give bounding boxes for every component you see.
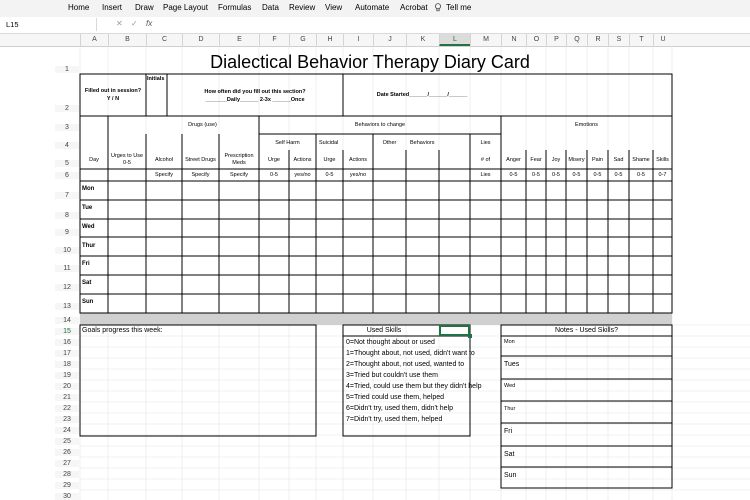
diary-card-title: Dialectical Behavior Therapy Diary Card [210,52,530,72]
row-header[interactable]: 21 [55,394,79,401]
row-header[interactable]: 8 [55,212,79,219]
row-header[interactable]: 30 [55,493,79,500]
shame-scale: 0-5 [637,172,645,178]
street-drugs-specify: Specify [191,172,210,178]
menu-view[interactable]: View [325,3,343,12]
fill-handle[interactable] [468,334,472,338]
row-header-selected[interactable]: 15 [55,328,79,335]
day-column-header: Day [89,157,99,163]
row-header[interactable]: 6 [55,172,79,179]
tell-me-search[interactable]: Tell me [446,3,472,12]
column-header[interactable]: N [501,34,526,46]
skills-header: Skills [656,157,669,163]
row-header[interactable]: 16 [55,339,79,346]
notes-day-thur: Thur [504,406,516,412]
misery-header: Misery [568,157,585,163]
row-header[interactable]: 13 [55,303,79,310]
behaviors-header: Behaviors [410,140,435,146]
column-header[interactable]: D [182,34,219,46]
pain-header: Pain [591,157,603,163]
column-header[interactable]: G [289,34,316,46]
row-header[interactable]: 22 [55,405,79,412]
fx-icon[interactable]: fx [146,19,153,28]
row-header[interactable]: 20 [55,383,79,390]
day-label-fri: Fri [82,261,90,267]
menu-page-layout[interactable]: Page Layout [163,3,208,12]
suicidal-actions-header: Actions [348,157,368,163]
joy-header: Joy [551,157,561,163]
self-harm-actions-scale: yes/no [294,172,311,178]
notes-used-skills-title: Notes - Used Skills? [554,327,619,334]
menu-review[interactable]: Review [289,3,316,12]
used-skills-item: 4=Tried, could use them but they didn't help [346,383,482,390]
row-header[interactable]: 10 [55,247,79,254]
suicidal-header: Suicidal [319,140,339,146]
emotions-header: Emotions [575,122,598,128]
notes-day-tues: Tues [504,361,520,368]
joy-scale: 0-5 [552,172,560,178]
column-header[interactable]: H [316,34,343,46]
row-header[interactable]: 11 [55,265,79,272]
notes-day-fri: Fri [504,428,513,435]
row-header[interactable]: 27 [55,460,79,467]
initials-label: Initials [147,76,165,82]
row-header[interactable]: 9 [55,229,79,236]
fear-header: Fear [530,157,542,163]
row-header[interactable]: 18 [55,361,79,368]
row-header[interactable]: 3 [55,124,79,131]
how-often-label: How often did you fill out this section? [204,89,306,95]
alcohol-header: Alcohol [154,157,174,163]
menu-data[interactable]: Data [262,3,279,12]
pain-scale: 0-5 [593,172,602,178]
anger-header: Anger [506,157,521,163]
self-harm-actions-header: Actions [293,157,312,163]
day-label-sun: Sun [82,299,94,305]
self-harm-header: Self Harm [275,140,300,146]
alcohol-specify: Specify [154,172,174,178]
row-header[interactable]: 24 [55,427,79,434]
lies-header: Lies [480,140,491,146]
used-skills-item: 7=Didn't try, used them, helped [346,416,443,423]
suicidal-urge-scale: 0-5 [325,172,334,178]
name-box[interactable]: L15 [4,18,97,31]
notes-day-wed: Wed [504,383,516,389]
row-header[interactable]: 23 [55,416,79,423]
behaviors-to-change-header: Behaviors to change [354,122,406,128]
used-skills-item: 3=Tried but couldn't use them [346,372,438,379]
suicidal-urge-header: Urge [323,157,336,163]
column-header[interactable]: R [587,34,608,46]
row-header[interactable]: 12 [55,284,79,291]
street-drugs-header: Street Drugs [185,157,216,163]
row-header[interactable]: 2 [55,105,79,112]
row-header[interactable]: 28 [55,471,79,478]
row-header[interactable]: 26 [55,449,79,456]
sad-scale: 0-5 [614,172,623,178]
row-header[interactable]: 29 [55,482,79,489]
lies-scale: Lies [480,172,491,178]
used-skills-item: 5=Tried could use them, helped [346,394,444,401]
goals-progress-label: Goals progress this week: [82,327,163,334]
column-header[interactable]: I [343,34,373,46]
date-started-label: Date Started______/______/______ [376,92,468,98]
sad-header: Sad [613,157,624,163]
prescription-meds-header: Prescription Meds [224,153,254,166]
row-header[interactable]: 19 [55,372,79,379]
misery-scale: 0-5 [572,172,581,178]
row-header[interactable]: 4 [55,142,79,149]
column-header[interactable]: M [470,34,501,46]
used-skills-item: 6=Didn't try, used them, didn't help [346,405,454,412]
lies-count-header: # of [480,157,491,163]
column-header[interactable]: S [608,34,629,46]
column-header[interactable]: F [259,34,289,46]
cancel-icon[interactable]: ✕ [116,19,123,28]
column-header[interactable]: E [219,34,259,46]
column-header-selected[interactable]: L [439,34,470,46]
used-skills-item: 1=Thought about, not used, didn't want to [346,350,475,357]
row-header[interactable]: 25 [55,438,79,445]
menu-formulas[interactable]: Formulas [218,3,252,12]
used-skills-item: 0=Not thought about or used [346,339,435,346]
drugs-use-header: Drugs (use) [188,122,217,128]
menu-automate[interactable]: Automate [355,3,390,12]
notes-day-sun: Sun [504,472,517,479]
menu-draw[interactable]: Draw [135,3,154,12]
skills-scale: 0-7 [658,172,667,178]
column-header[interactable]: Q [566,34,587,46]
filled-in-session-label: Filled out in session? [84,88,142,94]
used-skills-item: 2=Thought about, not used, wanted to [346,361,465,368]
anger-scale: 0-5 [509,172,518,178]
day-label-wed: Wed [82,224,95,230]
prescription-specify: Specify [229,172,249,178]
column-header[interactable]: C [146,34,182,46]
column-header[interactable]: B [108,34,146,46]
urges-to-use-header: Urges to Use [110,153,144,159]
column-header[interactable]: T [629,34,653,46]
self-harm-urge-header: Urge [268,157,280,163]
other-header: Other [382,140,397,146]
self-harm-urge-scale: 0-5 [270,172,278,178]
column-header[interactable]: J [373,34,406,46]
menu-acrobat[interactable]: Acrobat [400,3,428,12]
enter-icon[interactable]: ✓ [131,19,138,28]
fear-scale: 0-5 [532,172,540,178]
row-header[interactable]: 1 [55,66,79,73]
column-header[interactable]: O [526,34,546,46]
row-header[interactable]: 7 [55,192,79,199]
column-header[interactable]: A [80,34,108,46]
urges-scale-label: 0-5 [123,160,131,166]
suicidal-actions-scale: yes/no [349,172,367,178]
selected-cell[interactable] [439,325,470,336]
row-header[interactable]: 5 [55,160,79,167]
frequency-options: _______Daily______ 2-3x ______Once [205,97,305,103]
column-header[interactable]: P [546,34,566,46]
row-header[interactable]: 14 [55,317,79,324]
used-skills-title: Used Skills [366,327,402,334]
menu-home[interactable]: Home [68,3,90,12]
column-header[interactable]: U [653,34,672,46]
shame-header: Shame [632,157,650,163]
column-header[interactable]: K [406,34,439,46]
day-label-sat: Sat [82,280,92,286]
yes-no-label: Y / N [106,96,120,102]
row-header[interactable]: 17 [55,350,79,357]
notes-day-mon: Mon [504,339,515,345]
notes-day-sat: Sat [504,451,515,458]
day-label-mon: Mon [82,186,95,192]
day-label-thur: Thur [82,243,96,249]
menu-insert[interactable]: Insert [102,3,123,12]
day-label-tue: Tue [82,205,93,211]
